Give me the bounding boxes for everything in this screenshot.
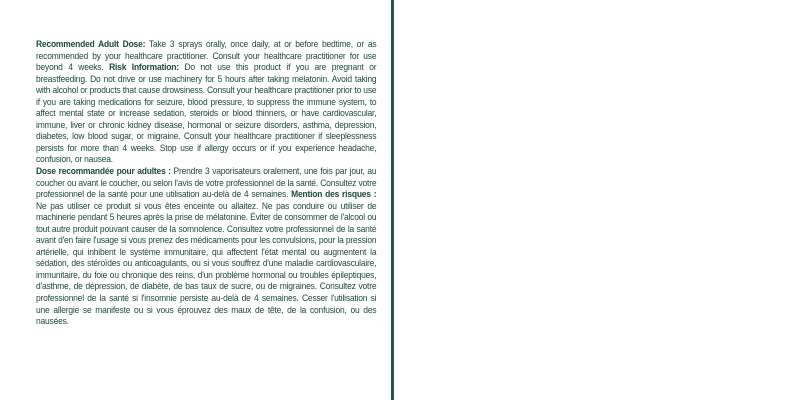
french-dose-text: Prendre 3 vaporisateurs oralement, une fois par jour, au coucher ou avant le coucher, ou selon l'avis de votre professionnel de la santé. Consultez votre professionnel de la santé pour une utilisation au-delà de 4 semaines. <box>36 166 377 200</box>
dosage-warnings-text <box>36 39 376 328</box>
french-risk-heading: Mention des risques : <box>291 189 377 200</box>
english-paragraph <box>36 39 376 166</box>
english-dose-heading: Recommended Adult Dose: <box>36 39 146 49</box>
label-text-panel <box>0 0 391 400</box>
blank-panel <box>394 0 800 400</box>
english-dose-text: Take 3 sprays orally, once daily, at or before bedtime, or as recommended by your healthcare practitioner. Consult your healthcare practitioner for use beyond 4 weeks. <box>36 39 377 73</box>
english-risk-text: Do not use this product if you are pregnant or breastfeeding. Do not drive or use machinery for 5 hours after taking melatonin. Avoid taking with alcohol or products that cause drowsiness. Consult your healthcare practitioner prior to use if you are taking medications for seizure, blood pressure, to suppress the immune system, to affect mental state or increase sedation, steroids or blood thinners, or have cardiovascular, immune, liver or chronic kidney disease, hormonal or seizure disorders, asthma, depression, diabetes, low blood sugar, or migraine. Consult your healthcare practitioner if sleeplessness persists for more than 4 weeks. Stop use if allergy occurs or if you experience headache, confusion, or nausea. <box>36 62 377 165</box>
french-dose-heading: Dose recommandée pour adultes : <box>36 166 171 177</box>
french-paragraph <box>36 166 376 328</box>
french-risk-text: Ne pas utiliser ce produit si vous êtes enceinte ou allaitez. Ne pas conduire ou utiliser de machinerie pendant 5 heures après la prise de mélatonine. Éviter de consommer de l'alcool ou tout autre produit pouvant causer de la somnolence. Consultez votre professionnel de la santé avant d'en faire l'usage si vous prenez des médicaments pour les convulsions, pour la pression artérielle, qui inhibent le système immunitaire, qui affectent l'état mental ou augmentent la sédation, des stéroïdes ou anticoagulants, ou si vous souffrez d'une maladie cardiovasculaire, immunitaire, du foie ou chronique des reins, d'un problème hormonal ou troubles épileptiques, d'asthme, de dépression, de diabète, de bas taux de sucre, ou de migraines. Consultez votre professionnel de la santé si l'insomnie persiste au-delà de 4 semaines. Cesser l'utilisation si une allergie se manifeste ou si vous éprouvez des maux de tête, de la confusion, ou des nausées. <box>36 200 377 327</box>
english-risk-heading: Risk Information: <box>109 62 179 73</box>
